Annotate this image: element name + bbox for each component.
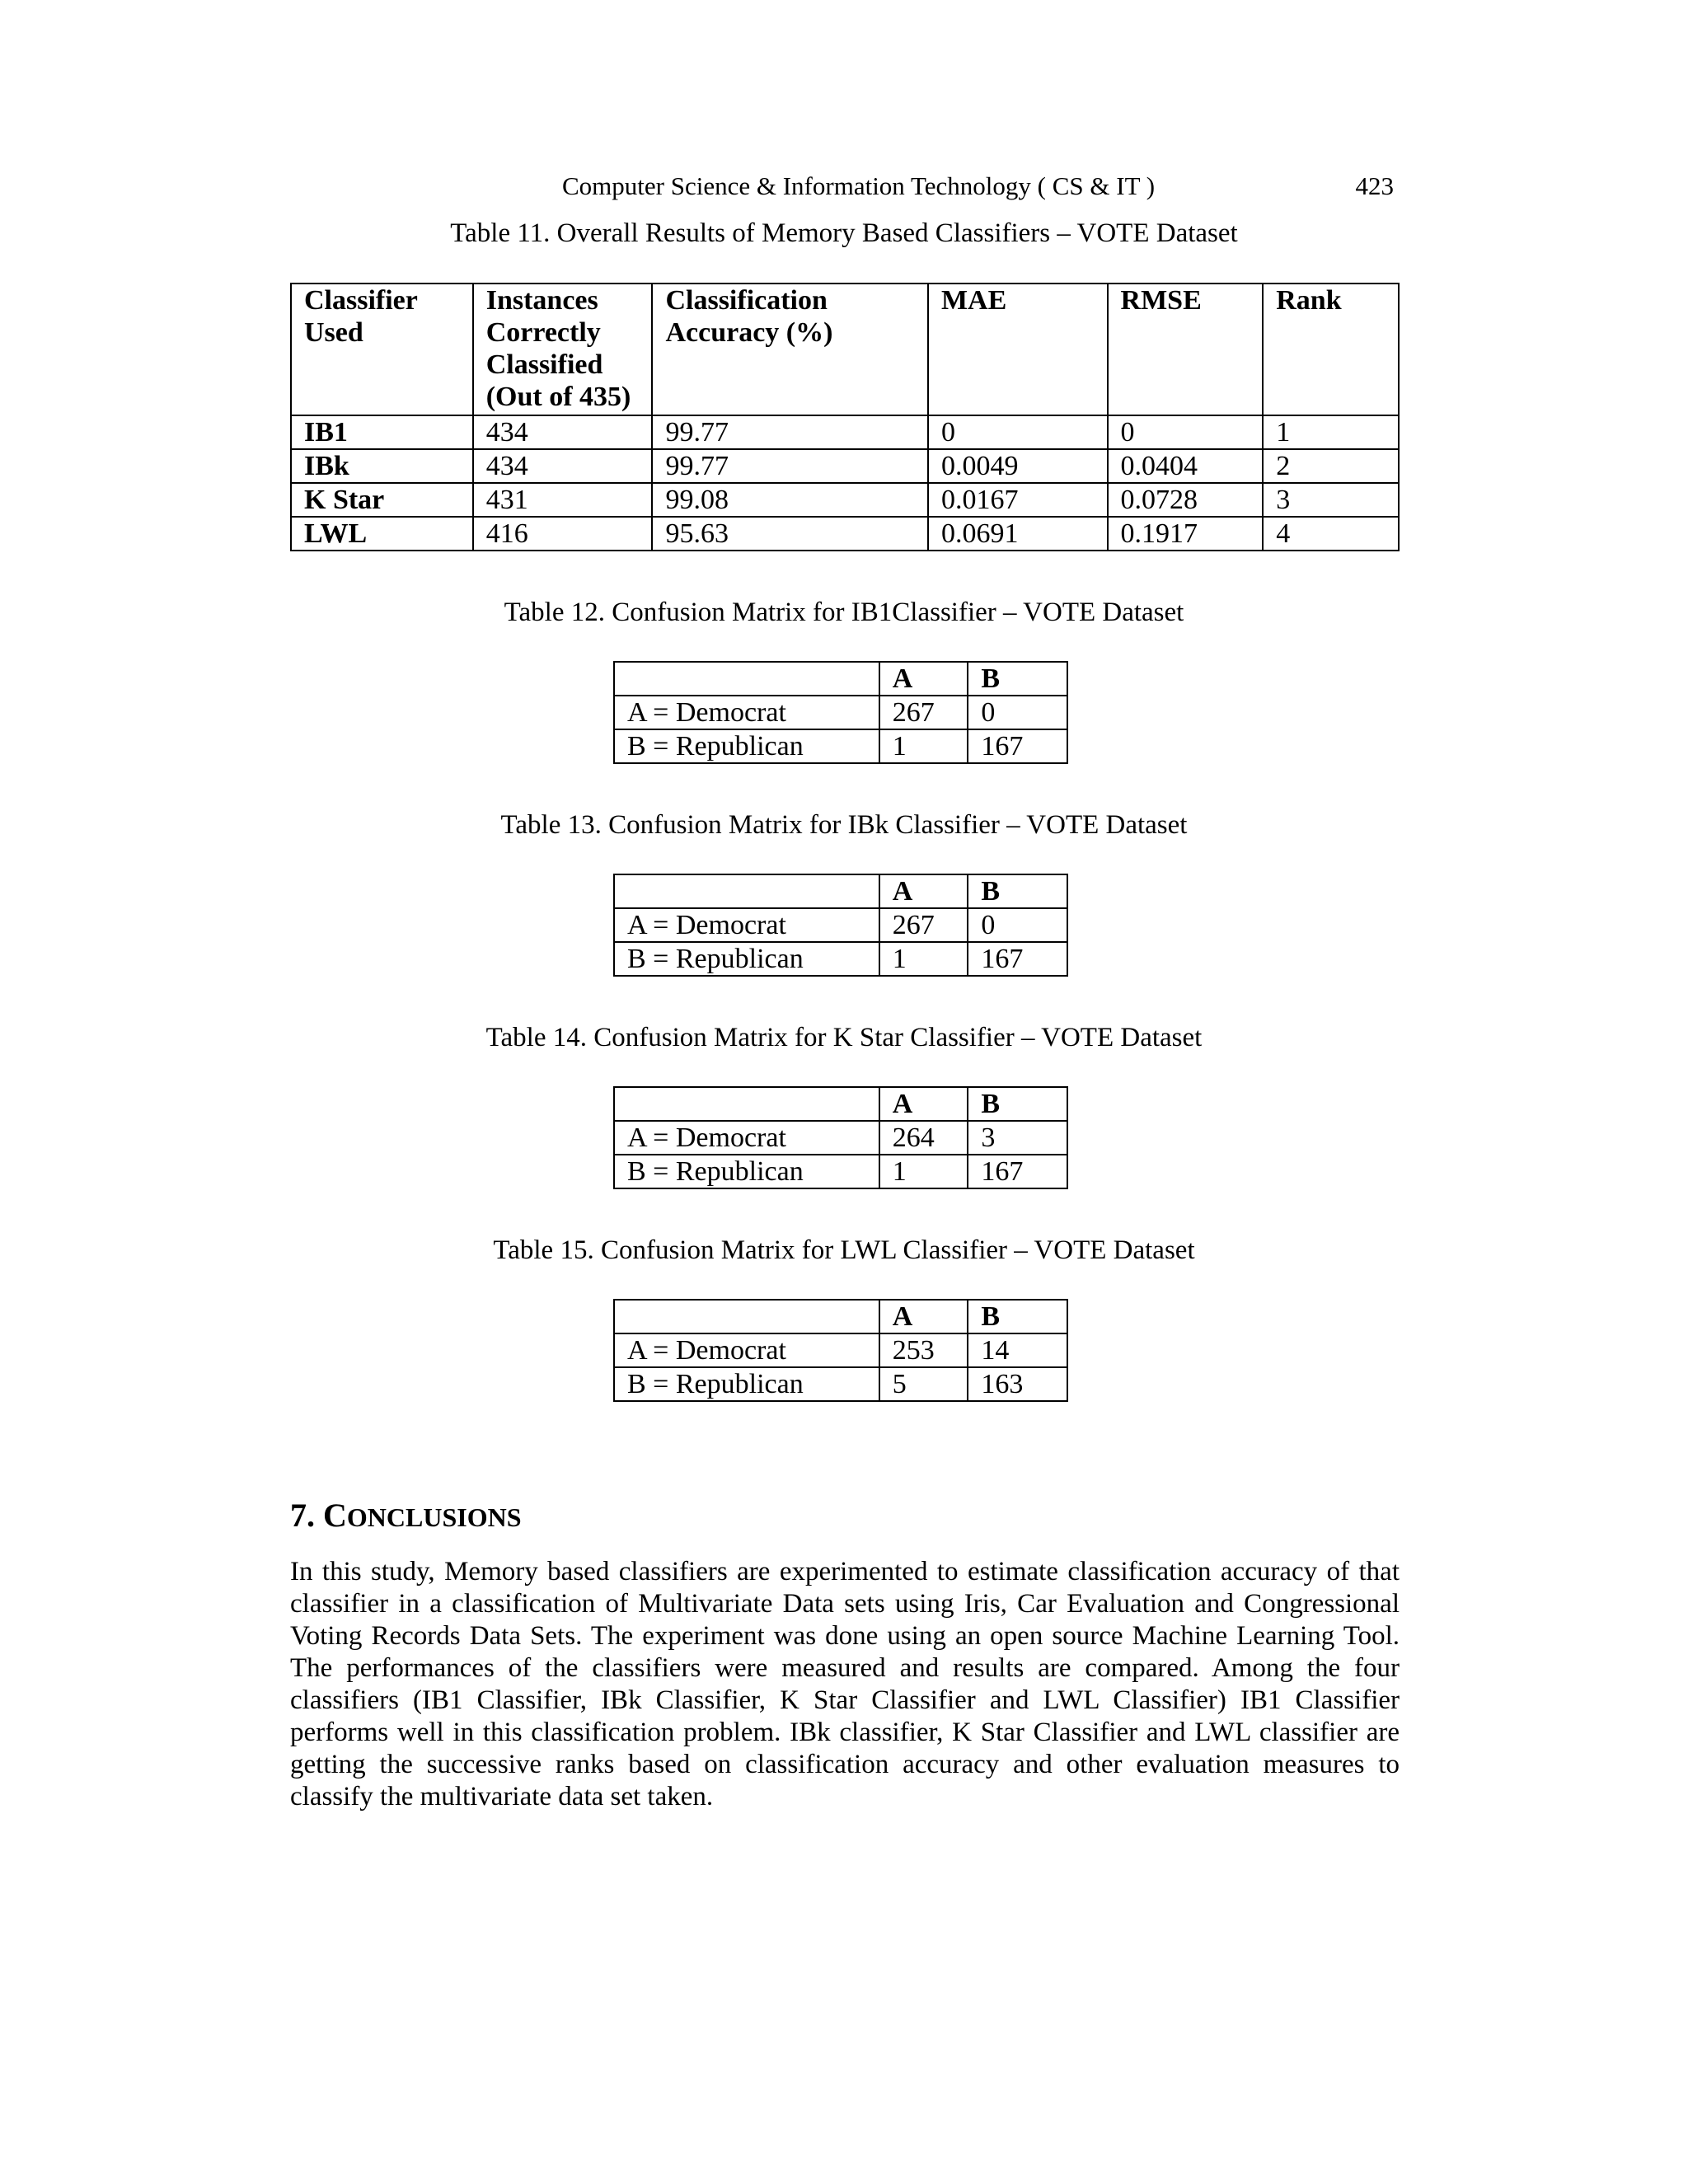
table-header-row bbox=[614, 662, 1067, 696]
table-row bbox=[614, 1367, 1067, 1401]
column-header: B bbox=[968, 1300, 1067, 1333]
column-header: A bbox=[879, 662, 968, 696]
table-cell: 99.77 bbox=[652, 449, 928, 483]
row-label: B = Republican bbox=[614, 942, 879, 976]
table-row bbox=[614, 1155, 1067, 1188]
table-cell: 0 bbox=[928, 415, 1108, 449]
row-label: B = Republican bbox=[614, 1367, 879, 1401]
table-cell: 1 bbox=[879, 1155, 968, 1188]
table-cell: 0 bbox=[1108, 415, 1264, 449]
column-header: Classification Accuracy (%) bbox=[652, 284, 928, 415]
row-label: B = Republican bbox=[614, 1155, 879, 1188]
column-header: MAE bbox=[928, 284, 1108, 415]
table-cell: 0.0049 bbox=[928, 449, 1108, 483]
table-14-caption: Table 14. Confusion Matrix for K Star Classifier – VOTE Dataset bbox=[485, 1023, 1203, 1052]
table-cell: 0.0404 bbox=[1108, 449, 1264, 483]
table-cell: K Star bbox=[291, 483, 473, 517]
table-cell: 167 bbox=[968, 729, 1067, 763]
table-cell: 99.08 bbox=[652, 483, 928, 517]
table-cell: 14 bbox=[968, 1333, 1067, 1367]
section-heading-conclusions bbox=[290, 1496, 522, 1535]
row-label: A = Democrat bbox=[614, 696, 879, 729]
table-cell: IB1 bbox=[291, 415, 473, 449]
results-table bbox=[290, 283, 1400, 551]
table-cell: 434 bbox=[473, 449, 653, 483]
table-13-caption: Table 13. Confusion Matrix for IBk Classifier – VOTE Dataset bbox=[500, 810, 1188, 840]
table-row bbox=[614, 1121, 1067, 1155]
column-header: B bbox=[968, 662, 1067, 696]
table-cell: 1 bbox=[879, 729, 968, 763]
section-title-initial: C bbox=[323, 1497, 347, 1534]
table-row bbox=[291, 483, 1399, 517]
column-header: Rank bbox=[1263, 284, 1399, 415]
running-title: Computer Science & Information Technology ( CS & IT ) bbox=[562, 171, 1156, 200]
table-15-caption: Table 15. Confusion Matrix for LWL Classifier – VOTE Dataset bbox=[493, 1235, 1195, 1265]
table-cell: LWL bbox=[291, 517, 473, 551]
table-cell: 95.63 bbox=[652, 517, 928, 551]
column-header: A bbox=[879, 1300, 968, 1333]
row-label: B = Republican bbox=[614, 729, 879, 763]
confusion-matrix-ib1 bbox=[613, 661, 1068, 764]
confusion-matrix-ibk bbox=[613, 874, 1068, 977]
column-header: B bbox=[968, 1087, 1067, 1121]
table-cell: 0 bbox=[968, 908, 1067, 942]
empty-header-cell bbox=[614, 662, 879, 696]
table-header-row bbox=[614, 1087, 1067, 1121]
confusion-matrix-kstar bbox=[613, 1086, 1068, 1189]
table-cell: 431 bbox=[473, 483, 653, 517]
column-header: Instances Correctly Classified (Out of 435) bbox=[473, 284, 653, 415]
confusion-matrix-lwl bbox=[613, 1299, 1068, 1402]
table-row bbox=[614, 1333, 1067, 1367]
table-11-caption: Table 11. Overall Results of Memory Based Classifiers – VOTE Dataset bbox=[450, 218, 1238, 248]
table-row bbox=[291, 449, 1399, 483]
page-number: 423 bbox=[1355, 171, 1394, 200]
column-header: Classifier Used bbox=[291, 284, 473, 415]
table-cell: 4 bbox=[1263, 517, 1399, 551]
table-cell: 0 bbox=[968, 696, 1067, 729]
table-cell: 1 bbox=[879, 942, 968, 976]
table-cell: 2 bbox=[1263, 449, 1399, 483]
table-cell: 267 bbox=[879, 908, 968, 942]
section-title-rest: ONCLUSIONS bbox=[346, 1502, 522, 1532]
column-header: A bbox=[879, 1087, 968, 1121]
table-row bbox=[614, 942, 1067, 976]
row-label: A = Democrat bbox=[614, 1121, 879, 1155]
column-header: A bbox=[879, 874, 968, 908]
table-cell: 3 bbox=[968, 1121, 1067, 1155]
table-row bbox=[614, 696, 1067, 729]
table-cell: 0.0728 bbox=[1108, 483, 1264, 517]
table-row bbox=[291, 517, 1399, 551]
table-cell: 267 bbox=[879, 696, 968, 729]
table-cell: 1 bbox=[1263, 415, 1399, 449]
table-cell: 99.77 bbox=[652, 415, 928, 449]
table-row bbox=[614, 729, 1067, 763]
empty-header-cell bbox=[614, 874, 879, 908]
table-header-row bbox=[614, 1300, 1067, 1333]
table-cell: 253 bbox=[879, 1333, 968, 1367]
table-cell: 0.1917 bbox=[1108, 517, 1264, 551]
table-cell: 434 bbox=[473, 415, 653, 449]
table-cell: 0.0167 bbox=[928, 483, 1108, 517]
table-cell: 0.0691 bbox=[928, 517, 1108, 551]
table-cell: 163 bbox=[968, 1367, 1067, 1401]
table-row bbox=[291, 415, 1399, 449]
conclusions-paragraph: In this study, Memory based classifiers are experimented to estimate classification accuracy of that classifier in a classification of Multivariate Data sets using Iris, Car Evaluation and Congressional Voting Records Data Sets. The experiment was done using an open source Machine Learning Tool. The performances of the classifiers were measured and results are compared. Among the four classifiers (IB1 Classifier, IBk Classifier, K Star Classifier and LWL Classifier) IB1 Classifier performs well in this classification problem. IBk classifier, K Star Classifier and LWL classifier are getting the successive ranks based on classification accuracy and other evaluation measures to classify the multivariate data set taken. bbox=[290, 1557, 1400, 1811]
table-12-caption: Table 12. Confusion Matrix for IB1Classifier – VOTE Dataset bbox=[504, 598, 1184, 627]
column-header: B bbox=[968, 874, 1067, 908]
table-cell: 416 bbox=[473, 517, 653, 551]
table-row bbox=[614, 908, 1067, 942]
table-cell: 167 bbox=[968, 942, 1067, 976]
empty-header-cell bbox=[614, 1087, 879, 1121]
table-cell: IBk bbox=[291, 449, 473, 483]
column-header: RMSE bbox=[1108, 284, 1264, 415]
table-cell: 5 bbox=[879, 1367, 968, 1401]
row-label: A = Democrat bbox=[614, 1333, 879, 1367]
table-header-row bbox=[291, 284, 1399, 415]
table-cell: 3 bbox=[1263, 483, 1399, 517]
table-cell: 264 bbox=[879, 1121, 968, 1155]
section-number: 7. bbox=[290, 1497, 323, 1534]
table-header-row bbox=[614, 874, 1067, 908]
row-label: A = Democrat bbox=[614, 908, 879, 942]
table-cell: 167 bbox=[968, 1155, 1067, 1188]
empty-header-cell bbox=[614, 1300, 879, 1333]
